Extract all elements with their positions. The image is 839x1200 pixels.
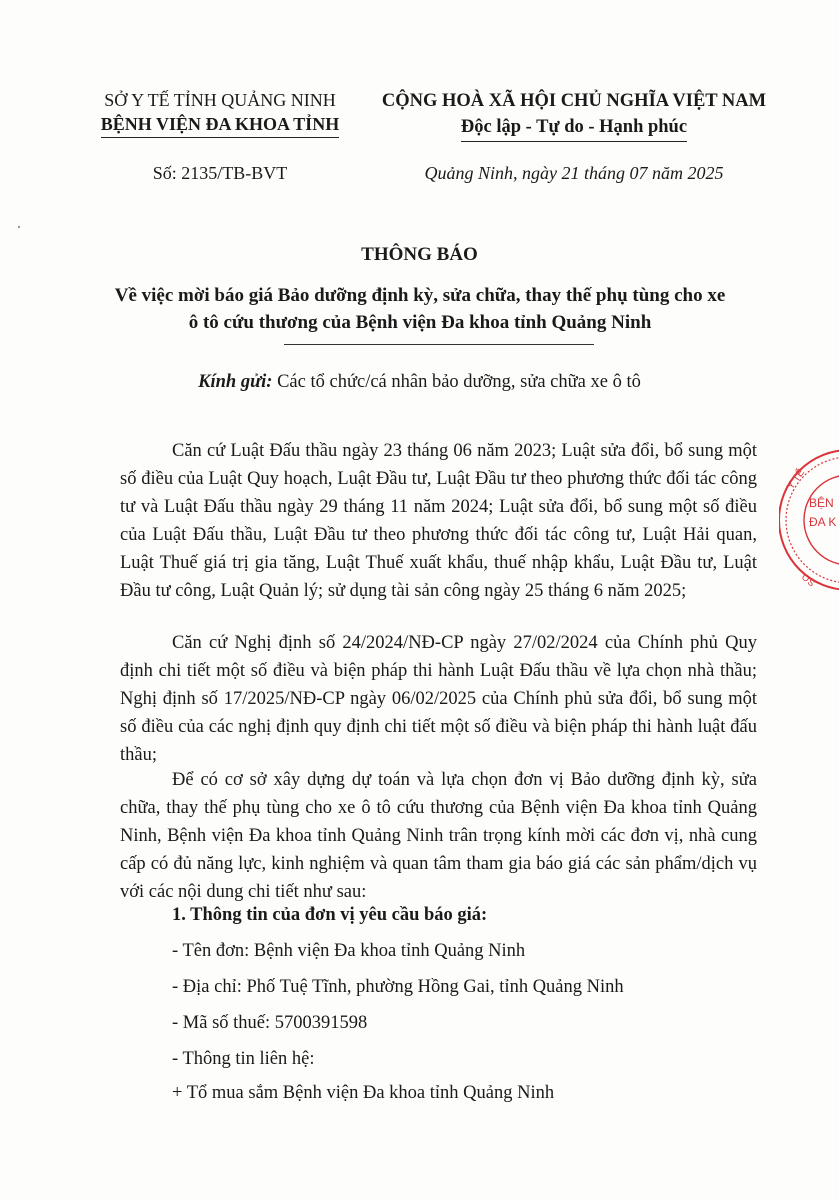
issuing-organization [60,88,380,138]
paragraph-legal-basis-law: Căn cứ Luật Đấu thầu ngày 23 tháng 06 năm 2023; Luật sửa đổi, bổ sung một số điều của Luật Quy hoạch, Luật Đầu tư, Luật Đầu tư theo phương thức đối tác công tư và Luật Đấu thầu ngày 29 tháng 11 năm 2024; Luật sửa đổi, bổ sung một số điều của Luật Đấu thầu, Luật Đầu tư theo phương thức đối tác công tư, Luật Hải quan, Luật Thuế giá trị gia tăng, Luật Thuế xuất khẩu, thuế nhập khẩu, Luật Đầu tư, Luật Đầu tư công, Luật Quản lý; sử dụng tài sản công ngày 25 tháng 6 năm 2025; [120,441,757,601]
title-divider [284,344,594,345]
seal-text-line-1: BỆN [809,496,834,510]
seal-text-line-2: ĐA K [809,515,837,529]
recipient-text: Các tổ chức/cá nhân bảo dưỡng, sửa chữa xe ô tô [272,372,641,392]
document-number: Số: 2135/TB-BVT [152,163,288,183]
subject-line-1: Về việc mời báo giá Bảo dưỡng định kỳ, sửa chữa, thay thế phụ tùng cho xe [114,285,726,306]
requester-contact-team: + Tổ mua sắm Bệnh viện Đa khoa tỉnh Quảng Ninh [172,1083,555,1103]
seal-bottom-text: ƠS [799,571,817,589]
official-seal-stamp [779,428,839,613]
place-and-date: Quảng Ninh, ngày 21 tháng 07 năm 2025 [424,163,724,183]
paragraph-legal-basis-decree: Căn cứ Nghị định số 24/2024/NĐ-CP ngày 27/02/2024 của Chính phủ Quy định chi tiết một số điều và biện pháp thi hành Luật Đấu thầu về lựa chọn nhà thầu; Nghị định số 17/2025/NĐ-CP ngày 06/02/2025 của Chính phủ sửa đổi, bổ sung một số điều của các nghị định quy định chi tiết một số điều và biện pháp thi hành luật đấu thầu; [120,633,757,765]
national-header [370,88,778,142]
scan-speck [18,226,20,228]
national-motto: Độc lập - Tự do - Hạnh phúc [461,114,687,142]
subject-line-2: ô tô cứu thương của Bệnh viện Đa khoa tỉnh Quảng Ninh [188,312,652,333]
hospital-name: BỆNH VIỆN ĐA KHOA TỈNH [101,112,339,138]
seal-graphic [779,428,839,613]
recipient-line [0,372,839,393]
parent-agency: SỞ Y TẾ TỈNH QUẢNG NINH [104,90,336,110]
country-name: CỘNG HOÀ XÃ HỘI CHỦ NGHĨA VIỆT NAM [381,91,767,111]
requester-contact-label: - Thông tin liên hệ: [172,1049,315,1069]
document-subject [110,282,730,336]
section-1-heading: 1. Thông tin của đơn vị yêu cầu báo giá: [172,905,488,925]
seal-arc-text: Y TẾ [785,467,808,492]
document-title: THÔNG BÁO [361,244,478,265]
recipient-label: Kính gửi: [198,372,273,392]
requester-name: - Tên đơn: Bệnh viện Đa khoa tỉnh Quảng Ninh [172,941,526,961]
paragraph-invitation: Để có cơ sở xây dựng dự toán và lựa chọn đơn vị Bảo dưỡng định kỳ, sửa chữa, thay thế phụ tùng cho xe ô tô cứu thương của Bệnh viện Đa khoa tỉnh Quảng Ninh, Bệnh viện Đa khoa tỉnh Quảng Ninh trân trọng kính mời các đơn vị, nhà cung cấp có đủ năng lực, kinh nghiệm và quan tâm tham gia báo giá các sản phẩm/dịch vụ với các nội dung chi tiết như sau: [120,770,757,902]
requester-tax-code: - Mã số thuế: 5700391598 [172,1013,368,1033]
requester-address: - Địa chỉ: Phố Tuệ Tĩnh, phường Hồng Gai, tỉnh Quảng Ninh [172,977,624,997]
